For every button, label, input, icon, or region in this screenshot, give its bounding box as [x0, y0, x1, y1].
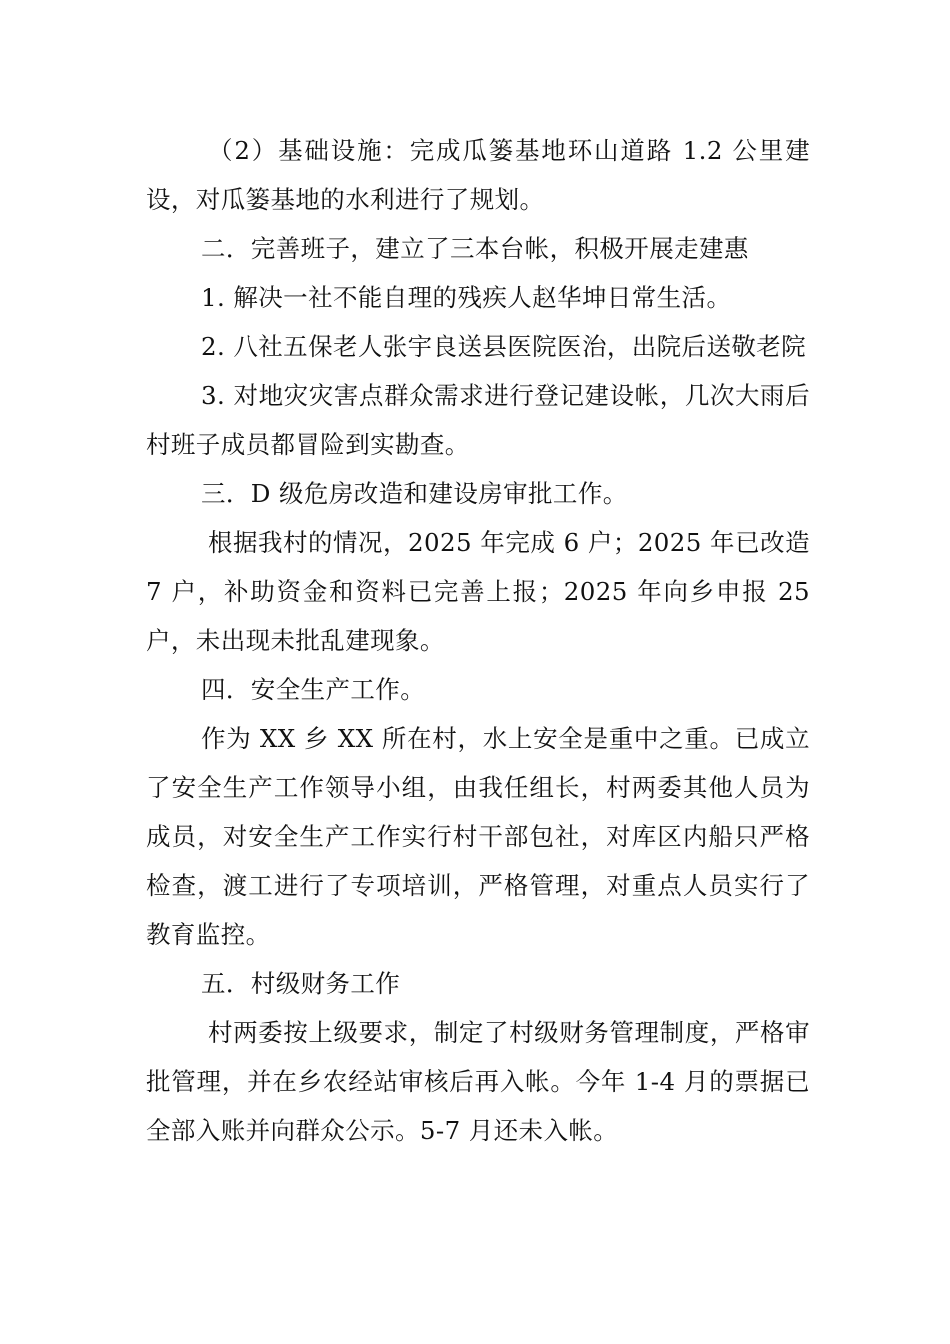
- heading-section-3: 三．D 级危房改造和建设房审批工作。: [201, 479, 628, 508]
- paragraph-housing: 根据我村的情况，2025 年完成 6 户；2025 年已改造 7 户，补助资金和资料已完善上报；2025 年向乡申报 25 户，未出现未批乱建现象。: [146, 528, 810, 655]
- paragraph-finance: 村两委按上级要求，制定了村级财务管理制度，严格审批管理，并在乡农经站审核后再入帐。今年 1-4 月的票据已全部入账并向群众公示。5-7 月还未入帐。: [146, 1018, 810, 1145]
- heading-section-2: 二．完善班子，建立了三本台帐，积极开展走建惠: [201, 234, 749, 263]
- paragraph-safety: 作为 XX 乡 XX 所在村，水上安全是重中之重。已成立了安全生产工作领导小组，由我任组长，村两委其他人员为成员，对安全生产工作实行村干部包社，对库区内船只严格检查，渡工进行了专项培训，严格管理，对重点人员实行了教育监控。: [146, 724, 810, 949]
- paragraph-infrastructure: （2）基础设施：完成瓜篓基地环山道路 1.2 公里建设，对瓜篓基地的水利进行了规划。: [146, 136, 810, 214]
- heading-section-4: 四．安全生产工作。: [201, 675, 426, 704]
- list-item-1: 1. 解决一社不能自理的残疾人赵华坤日常生活。: [201, 283, 732, 312]
- list-item-2: 2. 八社五保老人张宇良送县医院医治，出院后送敬老院: [201, 332, 807, 361]
- list-item-3: 3. 对地灾灾害点群众需求进行登记建设帐，几次大雨后村班子成员都冒险到实勘查。: [146, 381, 810, 459]
- heading-section-5: 五．村级财务工作: [201, 969, 401, 998]
- document-body: [146, 126, 810, 1155]
